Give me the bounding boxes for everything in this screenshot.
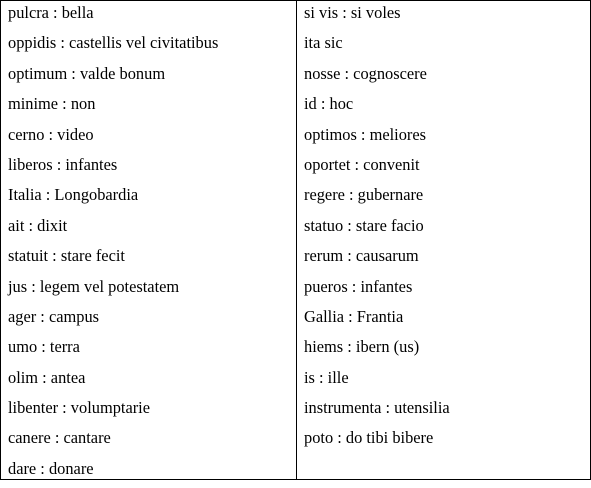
glossary-entry: ait : dixit	[8, 215, 68, 235]
glossary-entry: jus : legem vel potestatem	[8, 276, 180, 296]
glossary-entry: optimum : valde bonum	[8, 63, 166, 83]
glossary-entry: olim : antea	[8, 367, 86, 387]
glossary-entry: oportet : convenit	[304, 154, 420, 174]
glossary-entry: ita sic	[304, 33, 343, 53]
glossary-entry: oppidis : castellis vel civitatibus	[8, 33, 219, 53]
glossary-entry: umo : terra	[8, 337, 80, 357]
glossary-right-column	[297, 1, 590, 479]
glossary-entry: instrumenta : utensilia	[304, 398, 450, 418]
glossary-entry: optimos : meliores	[304, 124, 427, 144]
glossary-entry: minime : non	[8, 94, 96, 114]
glossary-entry: rerum : causarum	[304, 246, 419, 266]
glossary-entry: id : hoc	[304, 94, 354, 114]
glossary-entry: regere : gubernare	[304, 185, 424, 205]
glossary-entry: statuit : stare fecit	[8, 246, 125, 266]
glossary-entry: nosse : cognoscere	[304, 63, 427, 83]
glossary-entry: pulcra : bella	[8, 3, 94, 22]
glossary-entry: dare : donare	[8, 458, 94, 478]
glossary-entry: Italia : Longobardia	[8, 185, 139, 205]
glossary-entry: Gallia : Frantia	[304, 306, 404, 326]
glossary-entry: liberos : infantes	[8, 154, 118, 174]
glossary-entry: cerno : video	[8, 124, 94, 144]
glossary-entry: hiems : ibern (us)	[304, 337, 420, 357]
glossary-entry: si vis : si voles	[304, 3, 401, 22]
glossary-entry: statuo : stare facio	[304, 215, 424, 235]
glossary-entry: poto : do tibi bibere	[304, 428, 434, 448]
glossary-entry: canere : cantare	[8, 428, 111, 448]
glossary-entry: pueros : infantes	[304, 276, 413, 296]
glossary-left-column	[1, 1, 297, 479]
glossary-entry: libenter : volumptarie	[8, 398, 151, 418]
glossary-entry: is : ille	[304, 367, 349, 387]
glossary-entry: ager : campus	[8, 306, 100, 326]
